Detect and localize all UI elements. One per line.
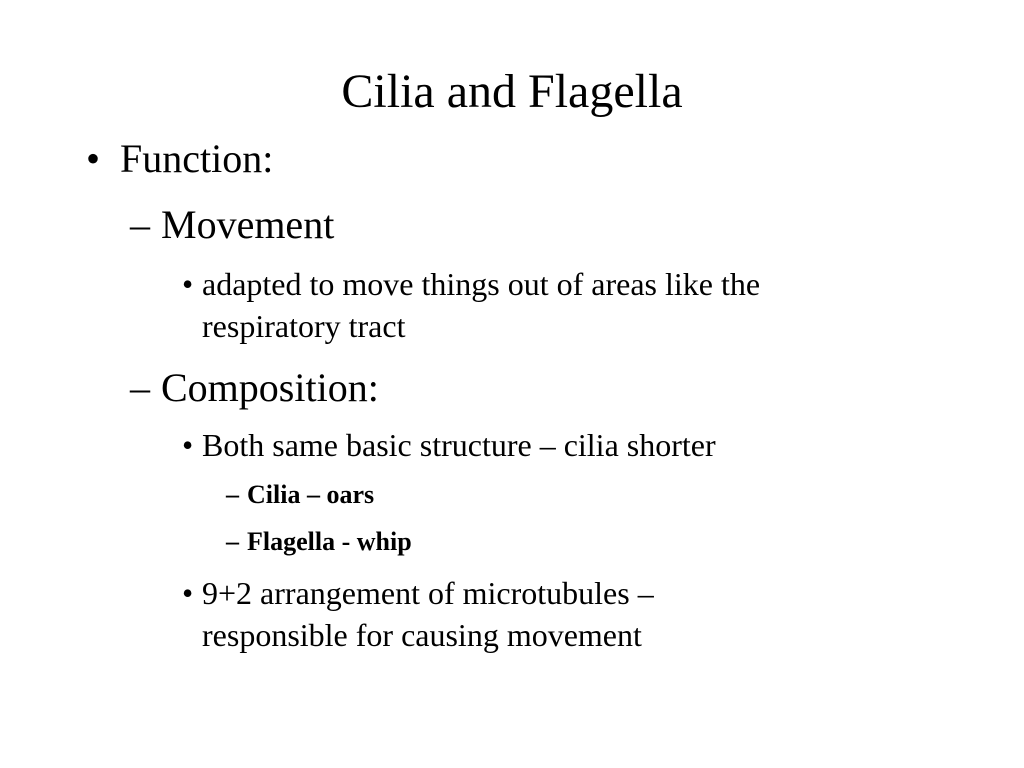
bullet-movement-detail-line1: adapted to move things out of areas like the [202,266,761,302]
dash-marker: – [130,365,150,410]
bullet-marker: • [182,575,194,611]
bullet-marker: • [86,136,101,181]
bullet-flagella-label: Flagella - whip [247,527,412,556]
bullet-composition [130,365,530,411]
bullet-cilia [226,478,626,512]
bullet-movement-detail-line2: respiratory tract [202,308,406,344]
dash-marker: – [226,527,239,556]
bullet-flagella [226,525,626,559]
bullet-marker: • [182,427,194,463]
bullet-movement-detail [182,263,982,353]
bullet-function [86,136,486,182]
dash-marker: – [130,202,150,247]
bullet-movement [130,202,530,248]
slide-title: Cilia and Flagella [341,65,683,118]
bullet-marker: • [182,266,194,302]
bullet-structure [182,424,982,466]
bullet-arrangement [182,572,982,662]
bullet-cilia-label: Cilia – oars [247,480,375,509]
bullet-arrangement-line2: responsible for causing movement [202,617,642,653]
dash-marker: – [226,480,239,509]
bullet-arrangement-line1: 9+2 arrangement of microtubules – [202,575,654,611]
bullet-structure-label: Both same basic structure – cilia shorter [202,427,716,463]
bullet-function-label: Function: [120,136,274,181]
bullet-movement-label: Movement [161,202,335,247]
bullet-composition-label: Composition: [161,365,379,410]
